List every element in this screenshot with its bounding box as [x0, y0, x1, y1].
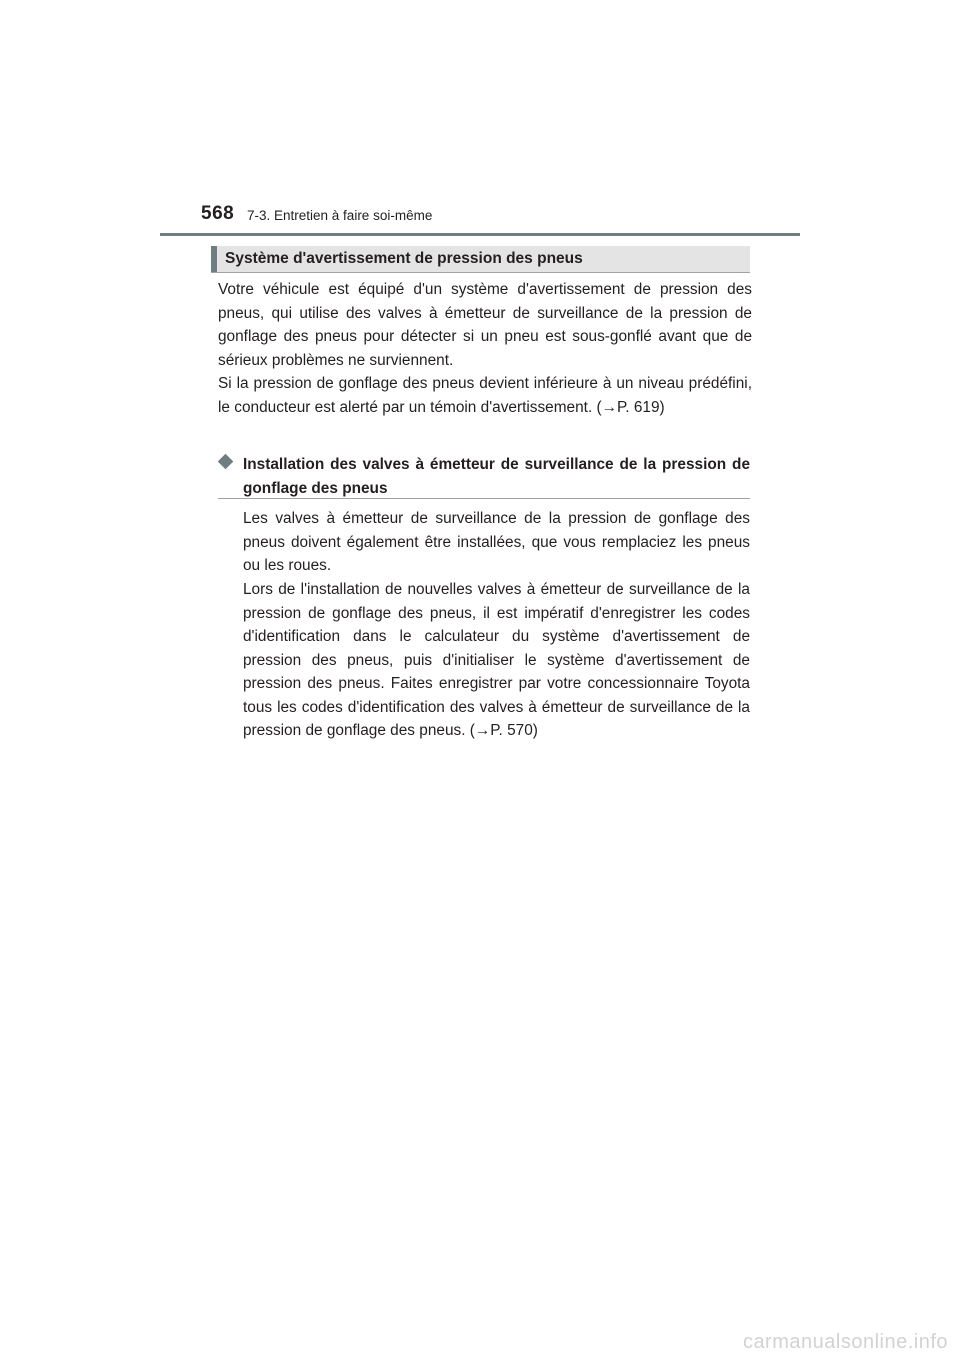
intro-paragraph-1: Votre véhicule est équipé d'un système d'avertissement de pression des pneus, qui utilise des valves à émetteur de surveillance de la pression de gonflage des pneus pour détecter si un pneu est sous-gonflé avant que de sérieux problèmes ne surviennent.: [218, 281, 752, 369]
subsection-paragraph-1: Les valves à émetteur de surveillance de la pression de gonflage des pneus doivent également être installées, que vous remplaciez les pneus ou les roues.: [243, 510, 750, 574]
chapter-title: 7-3. Entretien à faire soi-même: [247, 208, 433, 223]
page-number: 568: [201, 203, 235, 224]
section-heading: [211, 246, 750, 273]
section-title: Système d'avertissement de pression des pneus: [225, 250, 583, 267]
subsection-paragraph-2: Lors de l'installation de nouvelles valves à émetteur de surveillance de la pression de gonflage des pneus, il est impératif d'enregistrer les codes d'identification dans le calculateur du système d'avertissement de pression des pneus, puis d'initialiser le système d'avertissement de pression des pneus. Faites enregistrer par votre concessionnaire Toyota tous les codes d'identification des valves à émetteur de surveillance de la pression de gonflage des pneus. (→P. 570): [243, 581, 750, 739]
subsection-title: Installation des valves à émetteur de surveillance de la pression de gonflage des pneus: [243, 456, 750, 497]
header-rule: [160, 233, 800, 236]
intro-paragraph-2: Si la pression de gonflage des pneus devient inférieure à un niveau prédéfini, le conducteur est alerté par un témoin d'avertissement. (→P. 619): [218, 375, 752, 416]
watermark: carmanualsonline.info: [742, 1331, 948, 1353]
subsection-heading: [218, 453, 750, 499]
section-accent-bar: [211, 246, 217, 272]
diamond-bullet-icon: [218, 454, 234, 470]
